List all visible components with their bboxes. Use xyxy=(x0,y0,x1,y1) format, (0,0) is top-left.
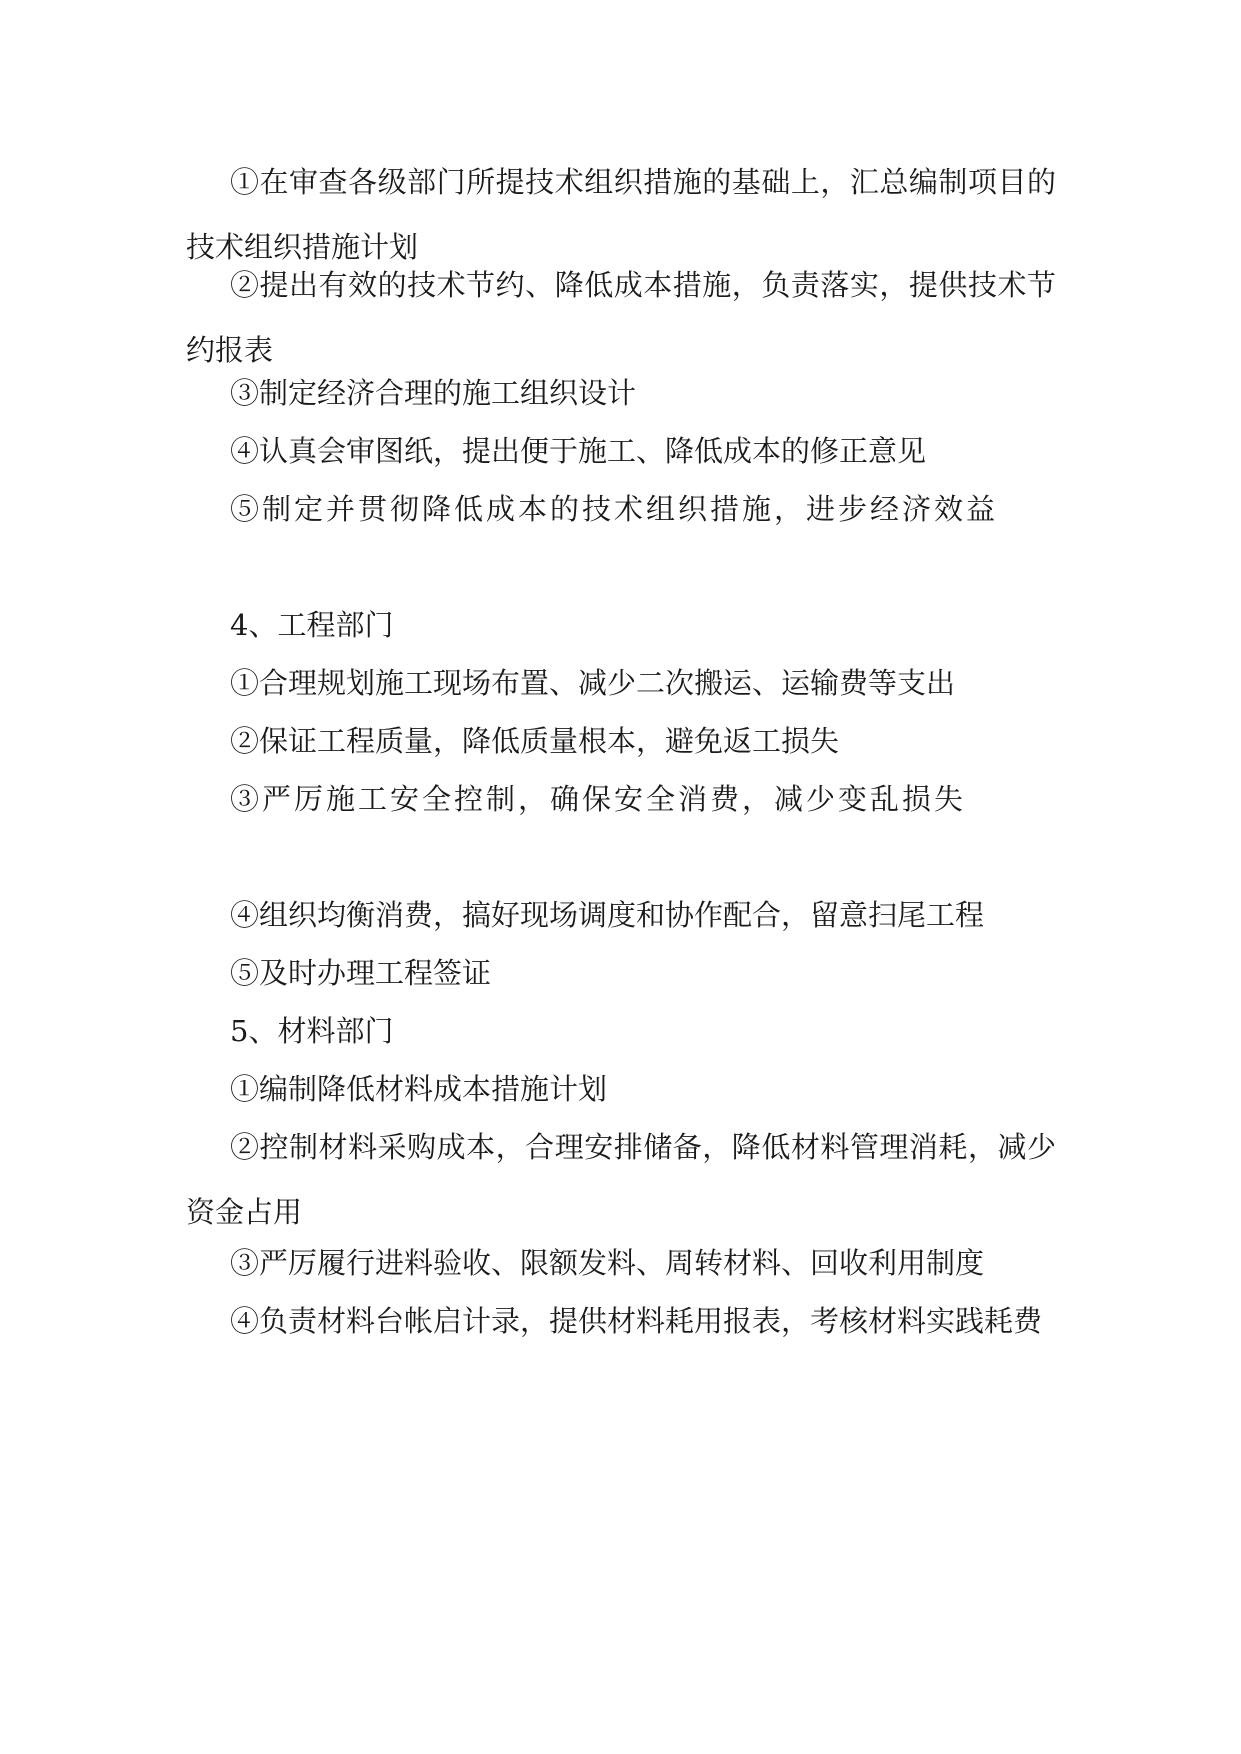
paragraph-tech-2: ②提出有效的技术节约、降低成本措施，负责落实，提供技术节约报表 xyxy=(186,268,1056,367)
paragraph-eng-3: ③严厉施工安全控制，确保安全消费，减少变乱损失 xyxy=(230,782,967,816)
paragraph-eng-5: ⑤及时办理工程签证 xyxy=(230,956,492,990)
paragraph-eng-1: ①合理规划施工现场布置、减少二次搬运、运输费等支出 xyxy=(230,666,956,700)
paragraph-eng-4: ④组织均衡消费，搞好现场调度和协作配合，留意扫尾工程 xyxy=(230,898,985,932)
paragraph-tech-5: ⑤制定并贯彻降低成本的技术组织措施，进步经济效益 xyxy=(230,492,999,526)
paragraph-tech-4: ④认真会审图纸，提出便于施工、降低成本的修正意见 xyxy=(230,434,927,468)
paragraph-mat-4: ④负责材料台帐启计录，提供材料耗用报表，考核材料实践耗费 xyxy=(230,1304,1043,1338)
section-heading-engineering: 4、工程部门 xyxy=(230,608,394,642)
paragraph-mat-2: ②控制材料采购成本，合理安排储备，降低材料管理消耗，减少资金占用 xyxy=(186,1130,1056,1229)
section-heading-materials: 5、材料部门 xyxy=(230,1014,394,1048)
paragraph-mat-3: ③严厉履行进料验收、限额发料、周转材料、回收利用制度 xyxy=(230,1246,985,1280)
paragraph-tech-3: ③制定经济合理的施工组织设计 xyxy=(230,376,637,410)
paragraph-mat-1: ①编制降低材料成本措施计划 xyxy=(230,1072,608,1106)
paragraph-tech-1: ①在审查各级部门所提技术组织措施的基础上，汇总编制项目的技术组织措施计划 xyxy=(186,165,1056,264)
paragraph-eng-2: ②保证工程质量，降低质量根本，避免返工损失 xyxy=(230,724,840,758)
